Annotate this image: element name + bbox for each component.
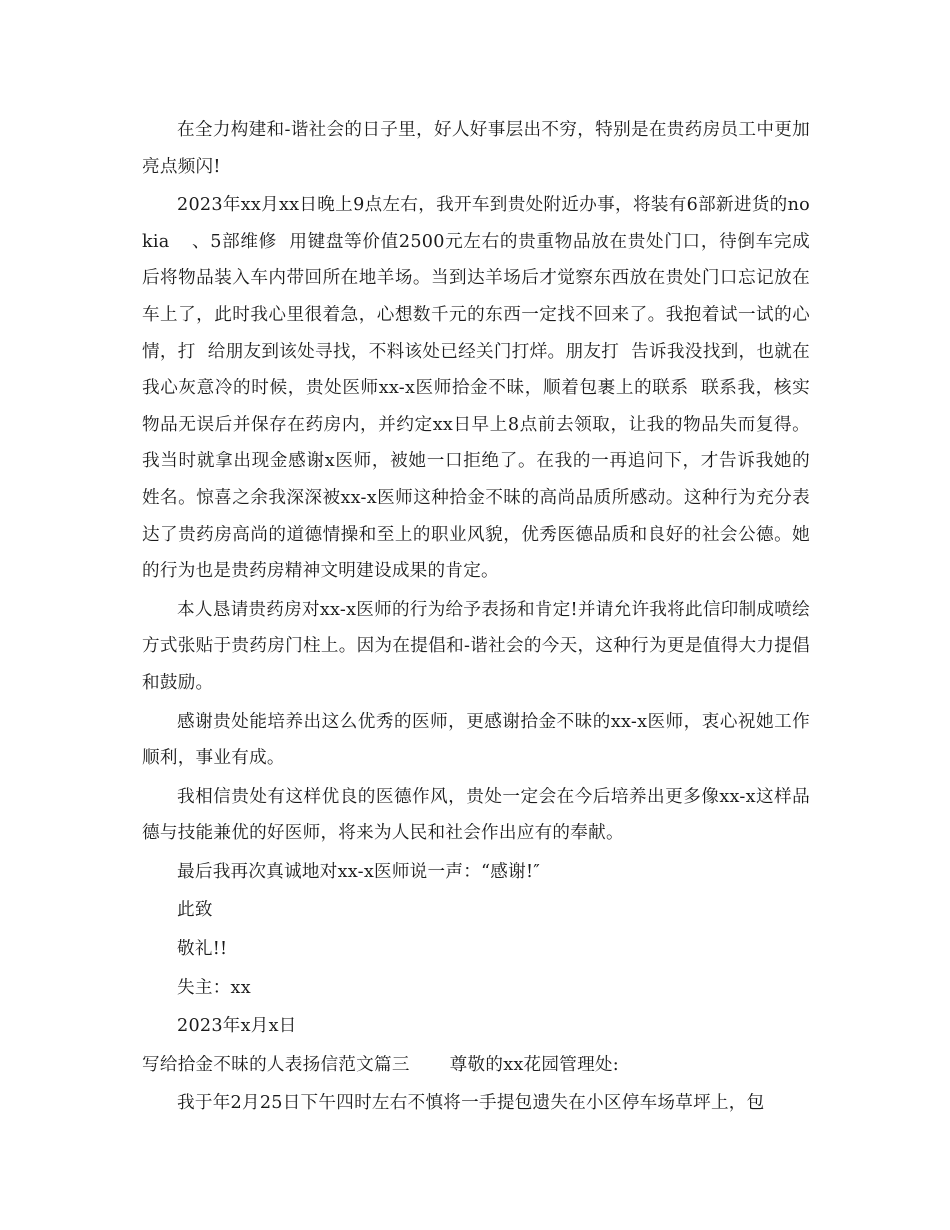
- paragraph-incident: [142, 187, 810, 590]
- paragraph-final-thanks: 最后我再次真诚地对xx-x医师说一声：“感谢!″: [177, 861, 541, 882]
- incident-text-2: 、5部维修: [191, 231, 277, 252]
- section-title: 写给拾金不昧的人表扬信范文篇三: [142, 1054, 410, 1075]
- incident-text-1: 2023年xx月xx日晚上9点左右，我开车到贵处附近办事，将装有6部新进货的nokia: [142, 195, 810, 252]
- incident-text-6: 联系我，核实物品无误后并保存在药房内，并约定xx日早上8点前去领取，让我的物品失而复得。我当时就拿出现金感谢x医师，被她一口拒绝了。在我的一再追问下，才告诉我她的姓名。惊喜之余我深深被xx-x医师这种拾金不昧的高尚品质所感动。这种行为充分表达了贵药房高尚的道德情操和至上的职业风貌，优秀医德品质和良好的社会公德。她的行为也是贵药房精神文明建设成果的肯定。: [142, 378, 810, 582]
- section-heading-line: [142, 1047, 810, 1084]
- signature-owner: 失主：xx: [177, 977, 251, 998]
- paragraph-letter-three: 我于年2月25日下午四时左右不慎将一手提包遗失在小区停车场草坪上，包: [177, 1093, 765, 1114]
- letter-greeting: 尊敬的xx花园管理处:: [449, 1054, 619, 1075]
- paragraph-intro: 在全力构建和-谐社会的日子里，好人好事层出不穷，特别是在贵药房员工中更加亮点频闪!: [142, 120, 810, 177]
- incident-text-5: 告诉我没找到，也就在我心灰意冷的时候，贵处医师xx-x医师拾金不昧，顺着包裹上的联系: [142, 341, 810, 399]
- paragraph-belief: 我相信贵处有这样优良的医德作风，贵处一定会在今后培养出更多像xx-x这样品德与技能兼优的好医师，将来为人民和社会作出应有的奉献。: [142, 786, 810, 844]
- incident-text-4: 给朋友到该处寻找，不料该处已经关门打烊。朋友打: [207, 341, 620, 362]
- closing-salutation: 此致: [177, 900, 213, 921]
- paragraph-thanks: 感谢贵处能培养出这么优秀的医师，更感谢拾金不昧的xx-x医师，衷心祝她工作顺利，事业有成。: [142, 711, 810, 769]
- paragraph-request: 本人恳请贵药房对xx-x医师的行为给予表扬和肯定!并请允许我将此信印制成喷绘方式张贴于贵药房门柱上。因为在提倡和-谐社会的今天，这种行为更是值得大力提倡和鼓励。: [142, 599, 810, 693]
- incident-text-3: 用键盘等价值2500元左右的贵重物品放在贵处门口，待倒车完成后将物品装入车内带回所在地羊场。当到达羊场后才觉察东西放在贵处门口忘记放在车上了，此时我心里很着急，心想数千元的东西一定找不回来了。我抱着试一试的心情，打: [142, 231, 810, 362]
- closing-regards: 敬礼!!: [177, 939, 228, 960]
- signature-date: 2023年x月x日: [177, 1016, 297, 1037]
- document-page: [142, 112, 810, 1124]
